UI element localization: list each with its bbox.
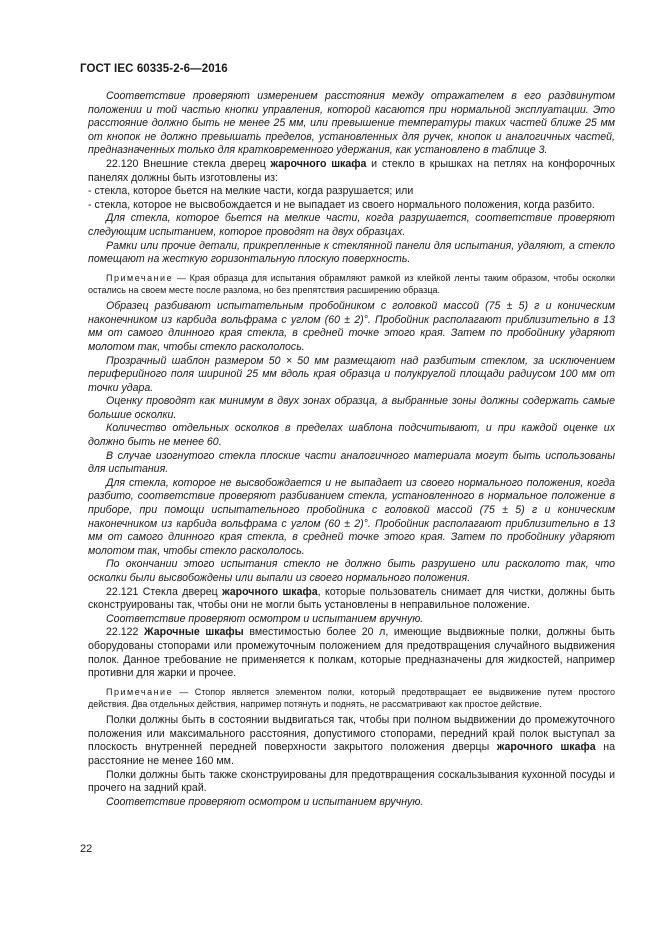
paragraph: Соответствие проверяют измерением расстояния между отражателем в его раздвинутом положении и той частью кнопки управления, которой касаются при нормальной эксплуатации. Это расстояние должно быть не менее 25 мм, или превышение температуры таких частей ближе 25 мм от кнопок не должно превышать пределов, установленных для ручек, кнопок и аналогичных частей, предназначенных только для кратковременного удержания, как установлено в таблице 3. <box>88 90 615 157</box>
paragraph: Для стекла, которое бьется на мелкие части, когда разрушается, соответствие проверяют следующим испытанием, которое проводят на двух образцах. <box>88 212 615 238</box>
note-label: Примечание <box>106 686 174 697</box>
paragraph: Полки должны быть также сконструированы для предотвращения соскальзывания кухонной посуды и прочего на задний край. <box>88 768 615 795</box>
document-body <box>88 90 615 809</box>
clause-22-120 <box>88 158 615 185</box>
clause-22-121 <box>88 586 615 613</box>
clause-text: 22.122 <box>106 626 145 639</box>
paragraph: По окончании этого испытания стекло не должно быть разрушено или расколото так, что осколки были высвобождены или выпали из своего нормального положения. <box>88 558 615 584</box>
paragraph: Оценку проводят как минимум в двух зонах образца, а выбранные зоны должны содержать самые большие осколки. <box>88 395 615 421</box>
clause-text: , которые пользователь снимает для чистки, должны быть сконструированы так, чтобы они не могли быть установлены в неправильное положение. <box>88 585 615 612</box>
note-text: — Стопор является элементом полки, который предотвращает ее выдвижение путем простого действия. Два отдельных действия, например потянуть и поднять, не рассматривают как простое действие. <box>88 686 615 709</box>
paragraph: Прозрачный шаблон размером 50 × 50 мм размещают над разбитым стеклом, за исключением периферийного поля шириной 25 мм вдоль края образца и полукруглой площади радиусом 100 мм от точки удара. <box>88 354 615 394</box>
clause-22-122 <box>88 626 615 680</box>
clause-text: 22.121 Стекла дверец <box>106 585 223 598</box>
paragraph: Количество отдельных осколков в пределах шаблона подсчитывают, и при каждой оценке их должно быть не менее 60. <box>88 422 615 449</box>
paragraph: В случае изогнутого стекла плоские части аналогичного материала могут быть использованы для испытания. <box>88 449 615 476</box>
clause-text: вместимостью более 20 л, имеющие выдвижные полки, должны быть оборудованы стопорами или промежуточным положением для предотвращения случайного выдвижения полок. Данное требование не применяется к полкам, которые предназначены для жидкостей, например противни для жарки и прочее. <box>88 626 615 680</box>
list-item: - стекла, которое бьется на мелкие части, когда разрушается; или <box>88 185 414 198</box>
document-header: ГОСТ IEC 60335-2-6—2016 <box>80 63 228 75</box>
defined-term: жарочного шкафа <box>270 157 367 170</box>
paragraph: Соответствие проверяют осмотром и испытанием вручную. <box>106 612 424 625</box>
paragraph: Образец разбивают испытательным пробойником с головкой массой (75 ± 5) г и коническим наконечником из карбида вольфрама с углом (60 ± 2)°. Пробойник располагают приблизительно в 13 мм от самого длинного края стекла, в средней точке этого края. Затем по пробойнику ударяют молотом так, чтобы стекло раскололось. <box>88 300 615 353</box>
paragraph: Для стекла, которое не высвобождается и не выпадает из своего нормального положения, когда разбито, соответствие проверяют разбиванием стекла, установленного в нормальное положение в приборе, при помощи испытательного пробойника с головкой массой (75 ± 5) г и коническим наконечником из карбида вольфрама с углом (60 ± 2)°. Пробойник располагают приблизительно в 13 мм от самого длинного края стекла, в средней точке этого края. Затем по пробойнику ударяют молотом так, чтобы стекло раскололось. <box>88 476 615 557</box>
paragraph: Соответствие проверяют осмотром и испытанием вручную. <box>106 795 424 808</box>
paragraph: Рамки или прочие детали, прикрепленные к стеклянной панели для испытания, удаляют, а стекло помещают на жесткую горизонтальную плоскую поверхность. <box>88 239 615 266</box>
page-number: 22 <box>80 843 93 855</box>
list-item: - стекла, которое не высвобождается и не выпадает из своего нормального положения, когда разбито. <box>88 198 595 211</box>
paragraph <box>88 714 615 768</box>
defined-term: жарочного шкафа <box>222 585 318 598</box>
clause-text: 22.120 Внешние стекла дверец <box>106 157 271 170</box>
defined-term: Жарочные шкафы <box>144 626 244 639</box>
paragraph-text: на расстояние не менее 160 мм. <box>88 741 615 767</box>
note <box>88 272 615 296</box>
note-text: — Края образца для испытания обрамляют рамкой из клейкой ленты таким образом, чтобы осколки остались на своем месте после разлома, но без препятствия расширению образца. <box>88 272 615 295</box>
note <box>88 686 615 710</box>
defined-term: жарочного шкафа <box>496 741 596 754</box>
note-label: Примечание <box>106 272 174 283</box>
clause-text: и стекло в крышках на петлях на конфорочных панелях должны быть изготовлены из: <box>88 157 615 184</box>
paragraph-text: Полки должны быть в состоянии выдвигаться так, чтобы при полном выдвижении до промежуточного положения или максимального расстояния, допустимого стопорами, передний край полок выступал за плоскость внутренней передней поверхности закрытого положения дверцы <box>88 714 615 754</box>
